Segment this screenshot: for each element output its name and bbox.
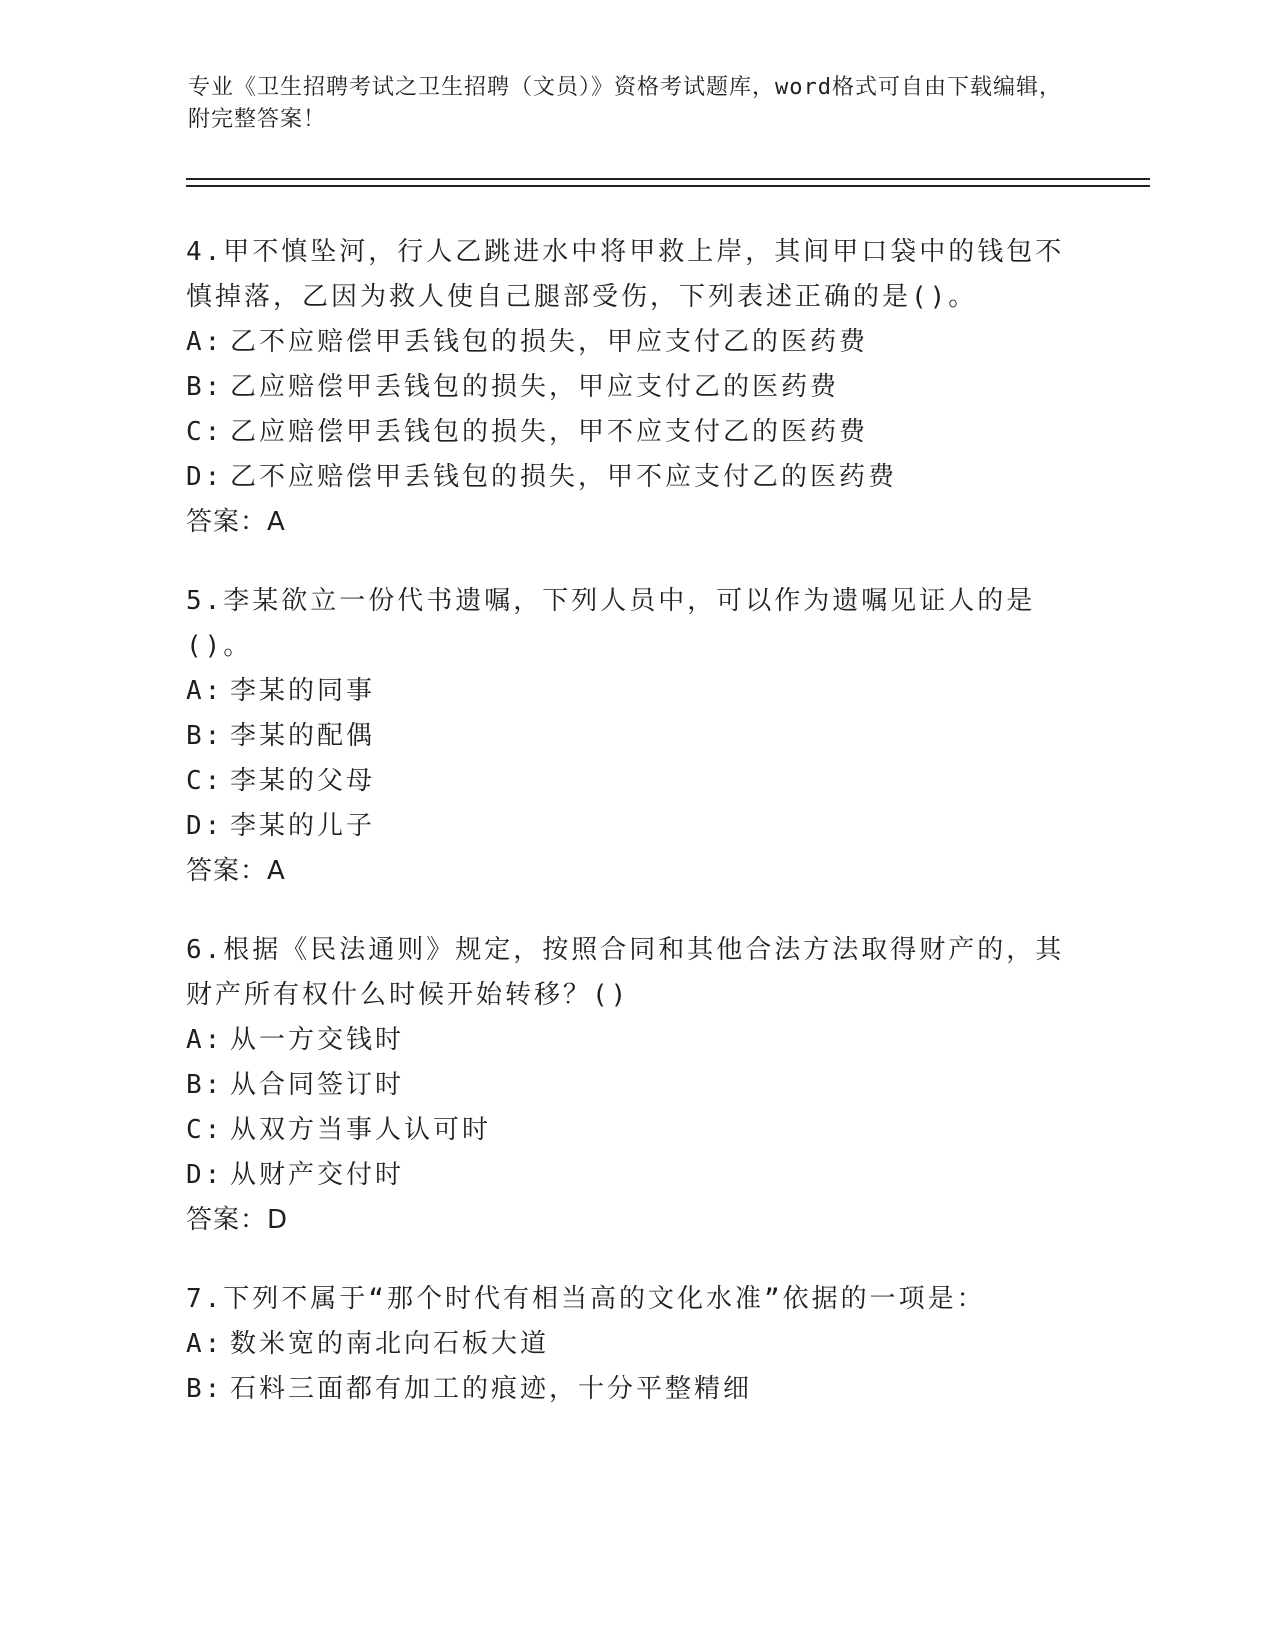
option-text: 李某的配偶 [230,721,376,751]
option-d [186,804,1086,849]
option-letter: C: [186,1115,224,1145]
option-text: 石料三面都有加工的痕迹，十分平整精细 [230,1374,753,1404]
option-c [186,1108,1086,1153]
question-text: 4.甲不慎坠河，行人乙跳进水中将甲救上岸，其间甲口袋中的钱包不慎掉落，乙因为救人使自己腿部受伤，下列表述正确的是()。 [186,237,1065,312]
option-letter: A: [186,1329,224,1359]
option-letter: B: [186,721,224,751]
option-text: 从财产交付时 [230,1160,405,1190]
option-text: 李某的儿子 [230,811,376,841]
option-a [186,320,1086,365]
question-5 [186,579,1086,894]
option-text: 数米宽的南北向石板大道 [230,1329,550,1359]
option-letter: B: [186,1070,224,1100]
option-text: 从一方交钱时 [230,1025,405,1055]
question-6 [186,928,1086,1243]
question-7 [186,1277,1086,1412]
option-d [186,455,1086,500]
header-divider [186,178,1150,187]
question-list [186,230,1086,1446]
option-d [186,1153,1086,1198]
option-letter: A: [186,327,224,357]
option-text: 从双方当事人认可时 [230,1115,492,1145]
option-letter: D: [186,462,224,492]
question-text: 5.李某欲立一份代书遗嘱，下列人员中，可以作为遗嘱见证人的是()。 [186,586,1036,661]
option-letter: A: [186,676,224,706]
option-text: 从合同签订时 [230,1070,405,1100]
option-letter: B: [186,372,224,402]
option-letter: A: [186,1025,224,1055]
question-text: 6.根据《民法通则》规定，按照合同和其他合法方法取得财产的，其财产所有权什么时候开始转移？() [186,935,1065,1010]
option-letter: C: [186,766,224,796]
option-a [186,1322,1086,1367]
option-b [186,1063,1086,1108]
option-text: 李某的父母 [230,766,376,796]
option-letter: B: [186,1374,224,1404]
option-text: 乙应赔偿甲丢钱包的损失，甲应支付乙的医药费 [230,372,840,402]
option-letter: C: [186,417,224,447]
option-letter: D: [186,1160,224,1190]
document-header: 专业《卫生招聘考试之卫生招聘（文员）》资格考试题库，word格式可自由下载编辑，附完整答案！ [188,75,1062,132]
question-4 [186,230,1086,545]
option-a [186,1018,1086,1063]
option-letter: D: [186,811,224,841]
option-a [186,669,1086,714]
option-b [186,1367,1086,1412]
option-text: 乙应赔偿甲丢钱包的损失，甲不应支付乙的医药费 [230,417,869,447]
option-text: 乙不应赔偿甲丢钱包的损失，甲应支付乙的医药费 [230,327,869,357]
option-c [186,759,1086,804]
option-text: 乙不应赔偿甲丢钱包的损失，甲不应支付乙的医药费 [230,462,898,492]
answer-text: 答案：A [186,856,286,886]
option-b [186,714,1086,759]
option-text: 李某的同事 [230,676,376,706]
answer-text: 答案：A [186,507,286,537]
answer-text: 答案：D [186,1205,289,1235]
option-c [186,410,1086,455]
question-text: 7.下列不属于“那个时代有相当高的文化水准”依据的一项是： [186,1284,986,1314]
option-b [186,365,1086,410]
